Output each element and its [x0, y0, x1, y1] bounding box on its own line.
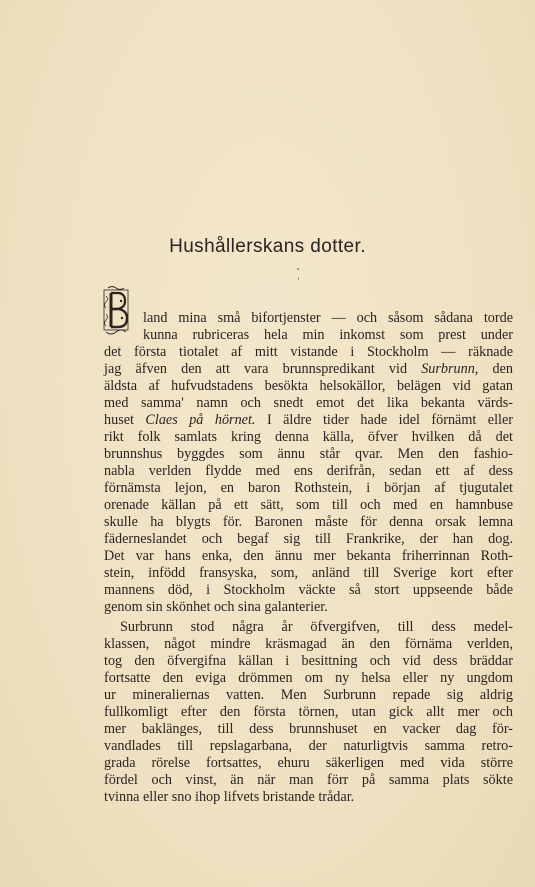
- text-line: fortsatte den eviga drömmen om ny helsa eller ny ungdom: [104, 670, 513, 686]
- text-line: nabla verlden flydde med ens derifrån, sedan ett af dess: [104, 463, 513, 479]
- text-line: kunna rubriceras hela min inkomst som prest under: [143, 327, 513, 343]
- text-line: det första tiotalet af mitt vistande i Stockholm — räknade: [104, 344, 513, 360]
- text-line: Surbrunn stod några år öfvergifven, till dess medel-: [120, 619, 513, 635]
- text-line: mer baklänges, till dess brunnshuset en vacker dag för-: [104, 721, 513, 737]
- text-line: rikt folk samlats kring denna källa, öfver hvilken då det: [104, 429, 513, 445]
- text-line: grada rörelse fortsattes, ehuru säkerligen med vida större: [104, 755, 513, 771]
- text-line: förnämsta lejon, en baron Rothstein, i början af tjugutalet: [104, 480, 513, 496]
- chapter-title: Hushållerskans dotter.: [169, 236, 366, 257]
- text-line: genom sin skönhet och sina galanterier.: [104, 599, 328, 615]
- text-line: stein, infödd fransyska, som, anländ till Sverige kort efter: [104, 565, 513, 581]
- text-line: mannens död, i Stockholm väckte så stort uppseende både: [104, 582, 513, 598]
- text-line: vandlades till repslagarbana, der naturligtvis samma retro-: [104, 738, 513, 754]
- text-line: fullkomligt efter den första törnen, utan gick allt mer och: [104, 704, 513, 720]
- text-line: tog den öfvergifna källan i besittning och vid dess bräddar: [104, 653, 513, 669]
- text-line: äldsta af hufvudstadens besökta helsokällor, belägen vid gatan: [104, 378, 513, 394]
- text-line: ur mineraliernas vatten. Men Surbrunn repade sig aldrig: [104, 687, 513, 703]
- text-line: brunnshus byggdes som ännu står qvar. Men den fashio-: [104, 446, 513, 462]
- page-speck: [297, 268, 299, 270]
- page-speck: [298, 277, 299, 280]
- text-line: fäderneslandet och begaf sig till Frankrike, der han dog.: [104, 531, 513, 547]
- text-line: skulle ha blygts för. Baronen måste för denna orsak lemna: [104, 514, 513, 530]
- text-line: med samma' namn och snedt emot det lika bekanta värds-: [104, 395, 513, 411]
- text-line: klassen, något mindre kräsmagad än den förnäma verlden,: [104, 636, 513, 652]
- text-line: huset Claes på hörnet. I äldre tider hade idel förnämt eller: [104, 412, 514, 428]
- text-line: tvinna eller sno ihop lifvets bristande trådar.: [104, 789, 355, 805]
- text-line: jag äfven den att vara brunnspredikant vid Surbrunn, den: [104, 361, 513, 377]
- text-line: orenade källan på ett sätt, som till och med en hamnbuse: [104, 497, 513, 513]
- text-line: fördel och vinst, än när man förr på samma plats sökte: [104, 772, 513, 788]
- text-line: Det var hans enka, den ännu mer bekanta friherrinnan Roth-: [104, 548, 513, 564]
- ornamental-initial-b: [101, 284, 131, 338]
- text-line: land mina små bifortjenster — och såsom sådana torde: [143, 310, 513, 326]
